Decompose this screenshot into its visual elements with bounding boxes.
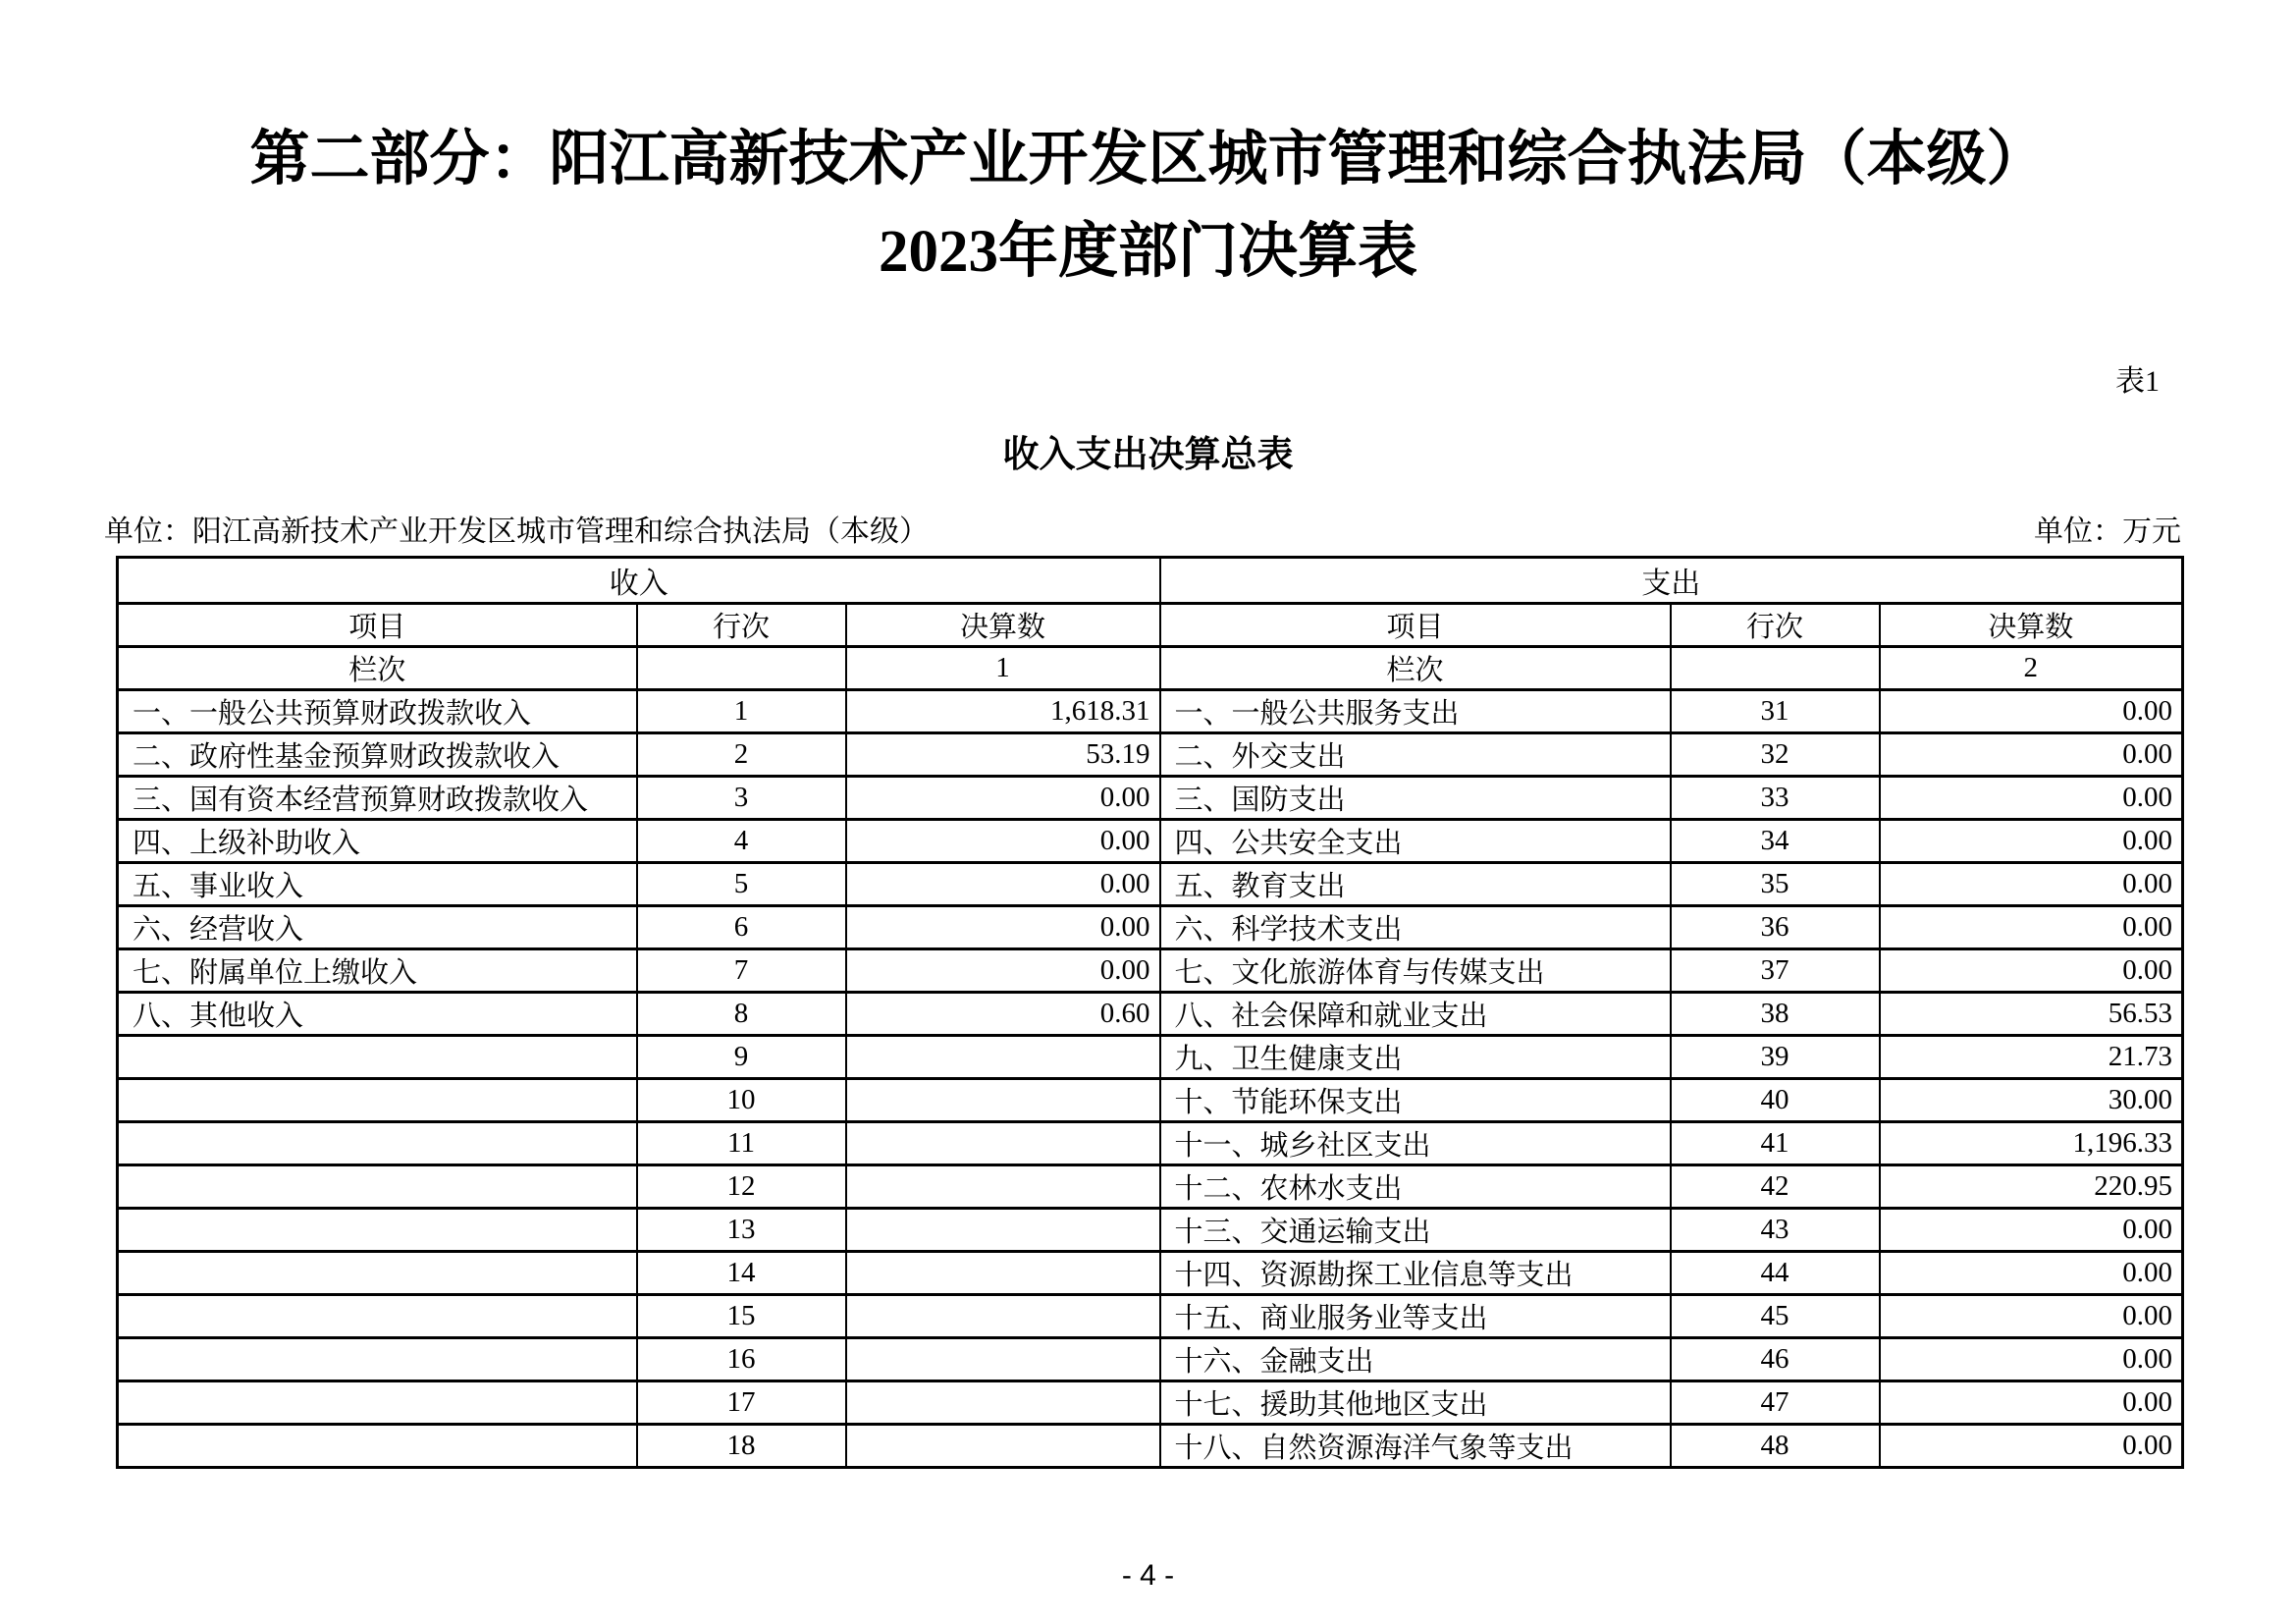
expense-rowno-cell: 37 <box>1671 949 1880 993</box>
income-item-cell: 五、事业收入 <box>118 863 637 906</box>
expense-item-cell: 八、社会保障和就业支出 <box>1160 993 1671 1036</box>
income-rowno-cell: 10 <box>637 1079 846 1122</box>
expense-amount-cell: 21.73 <box>1880 1036 2183 1079</box>
expense-amount-cell: 0.00 <box>1880 949 2183 993</box>
expense-rowno-cell: 40 <box>1671 1079 1880 1122</box>
income-item-cell <box>118 1036 637 1079</box>
unit-left-label: 单位：阳江高新技术产业开发区城市管理和综合执法局（本级） <box>104 515 929 548</box>
income-rowno-cell: 18 <box>637 1425 846 1468</box>
expense-amount-cell: 0.00 <box>1880 690 2183 733</box>
document-title-line2: 2023年度部门决算表 <box>878 219 1417 285</box>
expense-rowno-cell: 38 <box>1671 993 1880 1036</box>
income-rowno-cell: 3 <box>637 777 846 820</box>
income-item-cell: 四、上级补助收入 <box>118 820 637 863</box>
expense-amount-cell: 0.00 <box>1880 1295 2183 1338</box>
income-item-cell <box>118 1079 637 1122</box>
expense-rowno-cell: 43 <box>1671 1209 1880 1252</box>
table-row <box>118 993 2183 1036</box>
income-amount-header: 决算数 <box>846 604 1160 647</box>
expense-rowno-cell: 47 <box>1671 1381 1880 1425</box>
income-item-cell: 三、国有资本经营预算财政拨款收入 <box>118 777 637 820</box>
income-amount-cell: 0.60 <box>846 993 1160 1036</box>
table-row <box>118 1209 2183 1252</box>
table-row <box>118 863 2183 906</box>
expense-lanci-label: 栏次 <box>1160 647 1671 690</box>
expense-item-cell: 九、卫生健康支出 <box>1160 1036 1671 1079</box>
income-amount-cell: 1,618.31 <box>846 690 1160 733</box>
expense-amount-cell: 0.00 <box>1880 1425 2183 1468</box>
table-row <box>118 733 2183 777</box>
expense-item-header: 项目 <box>1160 604 1671 647</box>
expense-rowno-cell: 41 <box>1671 1122 1880 1165</box>
table-title: 收入支出决算总表 <box>1002 435 1294 475</box>
income-rowno-cell: 9 <box>637 1036 846 1079</box>
income-item-cell: 一、一般公共预算财政拨款收入 <box>118 690 637 733</box>
expense-lanci-blank <box>1671 647 1880 690</box>
income-rowno-cell: 15 <box>637 1295 846 1338</box>
income-item-cell <box>118 1165 637 1209</box>
income-amount-cell: 0.00 <box>846 863 1160 906</box>
expense-item-cell: 十五、商业服务业等支出 <box>1160 1295 1671 1338</box>
expense-item-cell: 一、一般公共服务支出 <box>1160 690 1671 733</box>
income-amount-cell <box>846 1295 1160 1338</box>
expense-item-cell: 五、教育支出 <box>1160 863 1671 906</box>
expense-item-cell: 十、节能环保支出 <box>1160 1079 1671 1122</box>
expense-item-cell: 十三、交通运输支出 <box>1160 1209 1671 1252</box>
income-amount-cell <box>846 1381 1160 1425</box>
income-item-cell <box>118 1209 637 1252</box>
table-row <box>118 906 2183 949</box>
expense-amount-cell: 0.00 <box>1880 777 2183 820</box>
expense-item-cell: 四、公共安全支出 <box>1160 820 1671 863</box>
income-item-cell: 七、附属单位上缴收入 <box>118 949 637 993</box>
column-index-row <box>118 647 2183 690</box>
document-title <box>0 114 2296 298</box>
expense-rowno-cell: 48 <box>1671 1425 1880 1468</box>
income-rowno-cell: 4 <box>637 820 846 863</box>
income-amount-cell <box>846 1079 1160 1122</box>
income-item-cell <box>118 1122 637 1165</box>
unit-right-label: 单位：万元 <box>2034 515 2181 548</box>
table-row <box>118 1122 2183 1165</box>
expense-rowno-cell: 44 <box>1671 1252 1880 1295</box>
table-row <box>118 1165 2183 1209</box>
expense-item-cell: 十八、自然资源海洋气象等支出 <box>1160 1425 1671 1468</box>
income-rowno-cell: 7 <box>637 949 846 993</box>
table-row <box>118 1338 2183 1381</box>
income-expense-summary-table <box>116 556 2184 1469</box>
income-rowno-cell: 11 <box>637 1122 846 1165</box>
income-rowno-cell: 12 <box>637 1165 846 1209</box>
income-lanci-label: 栏次 <box>118 647 637 690</box>
expense-item-cell: 七、文化旅游体育与传媒支出 <box>1160 949 1671 993</box>
expense-amount-cell: 30.00 <box>1880 1079 2183 1122</box>
table-tag: 表1 <box>2115 365 2160 398</box>
table-row <box>118 1252 2183 1295</box>
income-column-index: 1 <box>846 647 1160 690</box>
table-row <box>118 1425 2183 1468</box>
column-header-row <box>118 604 2183 647</box>
expense-item-cell: 二、外交支出 <box>1160 733 1671 777</box>
table-row <box>118 1079 2183 1122</box>
income-item-header: 项目 <box>118 604 637 647</box>
income-item-cell: 八、其他收入 <box>118 993 637 1036</box>
income-item-cell <box>118 1338 637 1381</box>
expense-rowno-cell: 39 <box>1671 1036 1880 1079</box>
expense-rowno-cell: 34 <box>1671 820 1880 863</box>
income-item-cell <box>118 1381 637 1425</box>
table-row <box>118 777 2183 820</box>
table-row <box>118 1295 2183 1338</box>
expense-amount-cell: 0.00 <box>1880 906 2183 949</box>
expense-amount-cell: 0.00 <box>1880 820 2183 863</box>
income-item-cell <box>118 1252 637 1295</box>
income-amount-cell <box>846 1122 1160 1165</box>
expense-amount-cell: 0.00 <box>1880 863 2183 906</box>
income-amount-cell: 53.19 <box>846 733 1160 777</box>
expense-amount-cell: 1,196.33 <box>1880 1122 2183 1165</box>
unit-row <box>104 514 2181 550</box>
income-amount-cell <box>846 1338 1160 1381</box>
expense-item-cell: 六、科学技术支出 <box>1160 906 1671 949</box>
table-row <box>118 1381 2183 1425</box>
expense-item-cell: 十六、金融支出 <box>1160 1338 1671 1381</box>
income-rowno-cell: 14 <box>637 1252 846 1295</box>
table-row <box>118 949 2183 993</box>
income-amount-cell: 0.00 <box>846 820 1160 863</box>
income-rowno-header: 行次 <box>637 604 846 647</box>
expense-item-cell: 十七、援助其他地区支出 <box>1160 1381 1671 1425</box>
expense-rowno-cell: 45 <box>1671 1295 1880 1338</box>
expense-rowno-cell: 42 <box>1671 1165 1880 1209</box>
income-lanci-blank <box>637 647 846 690</box>
expense-rowno-cell: 33 <box>1671 777 1880 820</box>
income-item-cell <box>118 1295 637 1338</box>
income-rowno-cell: 16 <box>637 1338 846 1381</box>
page-number: - 4 - <box>1121 1559 1175 1592</box>
expense-rowno-cell: 32 <box>1671 733 1880 777</box>
expense-item-cell: 三、国防支出 <box>1160 777 1671 820</box>
table-row <box>118 690 2183 733</box>
expense-rowno-cell: 36 <box>1671 906 1880 949</box>
expense-amount-cell: 0.00 <box>1880 1209 2183 1252</box>
income-rowno-cell: 5 <box>637 863 846 906</box>
expense-amount-cell: 0.00 <box>1880 733 2183 777</box>
expense-item-cell: 十四、资源勘探工业信息等支出 <box>1160 1252 1671 1295</box>
income-item-cell: 六、经营收入 <box>118 906 637 949</box>
expense-item-cell: 十二、农林水支出 <box>1160 1165 1671 1209</box>
document-title-line1: 第二部分：阳江高新技术产业开发区城市管理和综合执法局（本级） <box>249 127 2047 192</box>
table-row <box>118 1036 2183 1079</box>
expense-rowno-cell: 46 <box>1671 1338 1880 1381</box>
income-amount-cell: 0.00 <box>846 906 1160 949</box>
income-amount-cell: 0.00 <box>846 777 1160 820</box>
income-amount-cell <box>846 1209 1160 1252</box>
expense-section-header: 支出 <box>1160 558 2183 604</box>
expense-amount-header: 决算数 <box>1880 604 2183 647</box>
income-item-cell: 二、政府性基金预算财政拨款收入 <box>118 733 637 777</box>
expense-item-cell: 十一、城乡社区支出 <box>1160 1122 1671 1165</box>
table-row <box>118 820 2183 863</box>
income-amount-cell: 0.00 <box>846 949 1160 993</box>
income-section-header: 收入 <box>118 558 1160 604</box>
income-amount-cell <box>846 1252 1160 1295</box>
income-rowno-cell: 17 <box>637 1381 846 1425</box>
income-rowno-cell: 13 <box>637 1209 846 1252</box>
income-amount-cell <box>846 1165 1160 1209</box>
expense-rowno-cell: 31 <box>1671 690 1880 733</box>
income-amount-cell <box>846 1425 1160 1468</box>
income-amount-cell <box>846 1036 1160 1079</box>
income-rowno-cell: 2 <box>637 733 846 777</box>
section-header-row <box>118 558 2183 604</box>
income-rowno-cell: 6 <box>637 906 846 949</box>
income-item-cell <box>118 1425 637 1468</box>
expense-amount-cell: 0.00 <box>1880 1252 2183 1295</box>
expense-amount-cell: 56.53 <box>1880 993 2183 1036</box>
expense-amount-cell: 220.95 <box>1880 1165 2183 1209</box>
expense-amount-cell: 0.00 <box>1880 1381 2183 1425</box>
expense-amount-cell: 0.00 <box>1880 1338 2183 1381</box>
expense-column-index: 2 <box>1880 647 2183 690</box>
expense-rowno-cell: 35 <box>1671 863 1880 906</box>
expense-rowno-header: 行次 <box>1671 604 1880 647</box>
income-rowno-cell: 1 <box>637 690 846 733</box>
income-rowno-cell: 8 <box>637 993 846 1036</box>
